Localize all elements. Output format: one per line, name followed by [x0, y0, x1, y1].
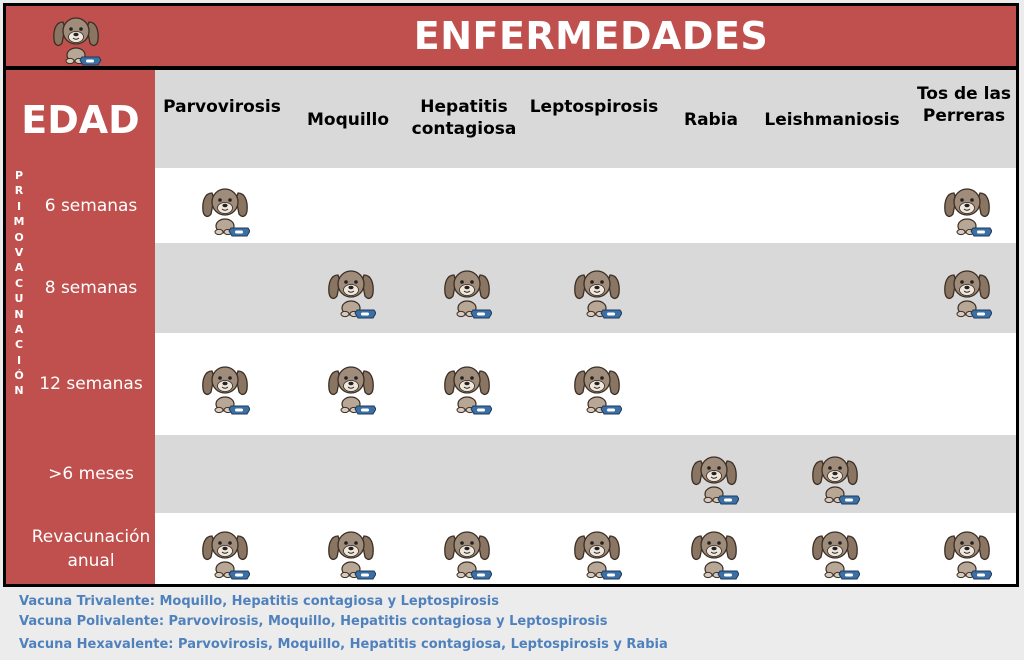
puppy-with-bowl-icon	[326, 357, 376, 415]
note-trivalente: Vacuna Trivalente: Moquillo, Hepatitis contagiosa y Leptospirosis	[19, 594, 499, 609]
puppy-with-bowl-icon	[326, 522, 376, 580]
row-label-line: 8 semanas	[44, 278, 138, 298]
column-header-line: Leishmaniosis	[764, 110, 900, 130]
row-label	[16, 168, 166, 243]
puppy-with-bowl-icon	[942, 179, 992, 237]
vertical-letter: R	[14, 184, 24, 198]
puppy-with-bowl-icon	[689, 447, 739, 505]
column-header	[293, 70, 403, 168]
column-header-line: Leptospirosis	[529, 97, 659, 117]
puppy-with-bowl-icon	[326, 261, 376, 319]
puppy-with-bowl-icon	[572, 357, 622, 415]
vertical-letter: V	[14, 245, 24, 259]
vertical-letter: O	[14, 230, 24, 244]
vaccine-notes	[0, 590, 1024, 660]
page-title: ENFERMEDADES	[413, 14, 769, 58]
row-label-line: 12 semanas	[39, 374, 143, 394]
puppy-with-bowl-icon	[810, 522, 860, 580]
column-header-line: Moquillo	[306, 110, 390, 130]
column-header	[152, 70, 292, 168]
vertical-letter: U	[14, 292, 24, 306]
row-label-line: >6 meses	[48, 464, 134, 484]
vaccination-chart	[3, 3, 1019, 587]
puppy-with-bowl-icon	[200, 522, 250, 580]
puppy-with-bowl-icon	[442, 522, 492, 580]
table-row	[155, 435, 1016, 513]
puppy-with-bowl-icon	[942, 261, 992, 319]
column-header-line: Rabia	[683, 110, 739, 130]
row-label-line: Revacunación	[31, 526, 151, 547]
age-heading: EDAD	[21, 98, 140, 142]
column-header-line: Perreras	[922, 106, 1006, 126]
vertical-letter: A	[14, 322, 24, 336]
table-row	[155, 243, 1016, 333]
column-header	[404, 70, 524, 168]
vertical-letter: N	[14, 307, 24, 321]
row-label	[16, 513, 166, 584]
vertical-letter: Ó	[14, 369, 24, 383]
column-header-line: Tos de las	[916, 84, 1012, 104]
vertical-letter: P	[14, 169, 24, 182]
vertical-letter: A	[14, 261, 24, 275]
vertical-letter: C	[14, 338, 24, 352]
puppy-with-bowl-icon	[689, 522, 739, 580]
puppy-with-bowl-icon	[200, 357, 250, 415]
puppy-with-bowl-icon	[942, 522, 992, 580]
vertical-letter: I	[16, 353, 22, 367]
column-header	[527, 70, 662, 168]
note-hexavalente: Vacuna Hexavalente: Parvovirosis, Moquillo, Hepatitis contagiosa, Leptospirosis y Rabia	[19, 637, 668, 652]
puppy-with-bowl-icon	[442, 357, 492, 415]
vertical-letter: M	[13, 215, 25, 229]
column-header-line: Parvovirosis	[163, 97, 281, 117]
row-label	[16, 435, 166, 513]
vertical-letter: N	[14, 384, 24, 398]
table-row	[155, 168, 1016, 243]
header-bar	[6, 6, 1016, 66]
puppy-with-bowl-icon	[50, 8, 102, 66]
puppy-with-bowl-icon	[200, 179, 250, 237]
vertical-letter: C	[14, 276, 24, 290]
note-polivalente: Vacuna Polivalente: Parvovirosis, Moquillo, Hepatitis contagiosa y Leptospirosis	[19, 614, 608, 629]
row-label-line: anual	[67, 550, 115, 571]
puppy-with-bowl-icon	[572, 261, 622, 319]
column-header-line: Hepatitis	[420, 97, 508, 117]
row-label	[16, 333, 166, 435]
puppy-with-bowl-icon	[572, 522, 622, 580]
disease-header-row	[155, 70, 1016, 168]
table-row	[155, 513, 1016, 584]
table-row	[155, 333, 1016, 435]
row-label-line: 6 semanas	[44, 195, 138, 216]
puppy-with-bowl-icon	[810, 447, 860, 505]
puppy-with-bowl-icon	[442, 261, 492, 319]
column-header	[904, 70, 1019, 168]
vertical-letter: I	[16, 199, 22, 213]
column-header	[661, 70, 761, 168]
row-label	[16, 243, 166, 333]
column-header	[762, 70, 902, 168]
column-header-line: contagiosa	[411, 119, 517, 139]
